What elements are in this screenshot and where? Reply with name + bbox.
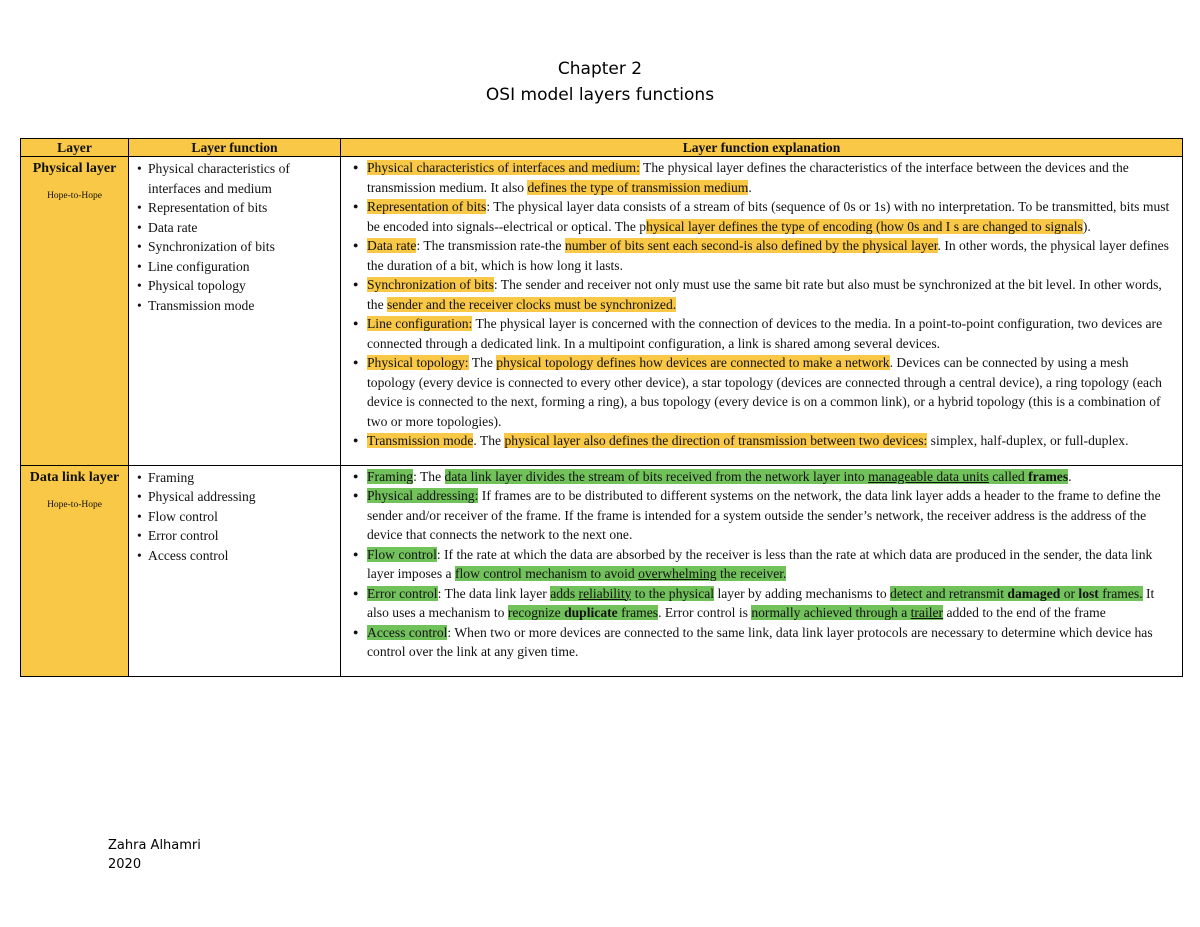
text-segment: . In other words, the physical layer defines the duration of a bit, which is how long it lasts. xyxy=(367,238,1169,273)
yellow-highlight: number of bits sent each second-is also defined by the physical layer xyxy=(564,238,938,253)
page-title: Chapter 2 xyxy=(557,59,643,79)
function-item: • Transmission mode xyxy=(137,296,340,316)
text-segment: . Devices can be connected by using a mesh topology (every device is connected to every other device), a star topology (devices are connected through a central device), a ring topology (each device is connected to the next, forming a ring), a bus topology (every device is on a common link), or a hybrid topology (this is a combination of two or more topologies). xyxy=(367,355,1162,429)
green-highlight: frames. xyxy=(1098,585,1143,601)
explanation-item xyxy=(353,545,1176,584)
table-header-row xyxy=(21,139,1183,157)
explanation-item xyxy=(353,158,1176,197)
green-highlight: called xyxy=(988,468,1029,484)
text-segment: : The data link layer xyxy=(437,585,551,601)
text-segment: The physical layer is concerned with the connection of devices to the media. In a point-to-point configuration, two devices are connected through a dedicated link. In a multipoint configuration, a link is shared among several devices. xyxy=(367,316,1163,351)
function-item: • Representation of bits xyxy=(137,198,340,218)
text-segment: ). xyxy=(1082,218,1091,234)
explanations-cell xyxy=(341,465,1183,676)
green-highlight: lost xyxy=(1078,585,1099,601)
text-segment: : The sender and receiver not only must use the same bit rate but also must be synchronized at the bit level. In other words, the xyxy=(367,277,1162,312)
green-highlight: or xyxy=(1060,585,1079,601)
text-segment: : The physical layer data consists of a stream of bits (sequence of 0s or 1s) with no interpretation. To be transmitted, bits must be encoded into signals--electrical or optical. The p xyxy=(367,199,1170,234)
explanation-item xyxy=(353,486,1176,545)
yellow-highlight: sender and the receiver clocks must be synchronized. xyxy=(387,296,677,312)
explanations-list xyxy=(341,157,1182,465)
green-highlight: frames xyxy=(1028,468,1069,484)
function-item: • Physical characteristics of interfaces and medium xyxy=(137,159,340,198)
green-highlight: trailer xyxy=(910,605,944,620)
green-highlight: Error control xyxy=(367,585,438,601)
text-segment: : If the rate at which the data are absorbed by the receiver is less than the rate at which data are produced in the sender, the data link layer imposes a xyxy=(367,546,1153,581)
green-highlight: normally achieved through a xyxy=(751,605,911,620)
yellow-highlight: hysical layer defines the type of encoding (how 0s and I s are changed to signals xyxy=(646,218,1083,234)
explanation-item xyxy=(353,314,1176,353)
yellow-highlight: Physical topology: xyxy=(367,355,469,370)
function-item: • Synchronization of bits xyxy=(137,237,340,257)
green-highlight: Flow control xyxy=(367,546,437,562)
text-segment: The physical layer defines the characteristics of the interface between the devices and the transmission medium. It also xyxy=(367,160,1129,195)
layer-subtitle: Hope-to-Hope xyxy=(47,191,102,201)
layer-subtitle: Hope-to-Hope xyxy=(47,499,102,510)
text-segment: : The xyxy=(413,468,445,484)
yellow-highlight: Transmission mode xyxy=(367,433,474,448)
explanation-item xyxy=(353,353,1176,431)
green-highlight: damaged xyxy=(1007,585,1061,601)
functions-list xyxy=(129,466,340,566)
yellow-highlight: Representation of bits xyxy=(367,199,487,214)
green-highlight: adds xyxy=(550,585,579,601)
function-item: • Data rate xyxy=(137,218,340,238)
text-segment: layer by adding mechanisms to xyxy=(714,585,891,601)
green-highlight: the receiver. xyxy=(716,566,787,581)
text-segment: added to the end of the frame xyxy=(943,605,1106,620)
function-item: • Physical topology xyxy=(137,276,340,296)
function-item: • Framing xyxy=(137,468,340,488)
yellow-highlight: physical topology defines how devices are connected to make a network xyxy=(496,355,890,370)
green-highlight: data link layer divides the stream of bits received from the network layer into xyxy=(444,468,869,484)
green-highlight: Access control xyxy=(367,624,448,640)
green-highlight: flow control mechanism to avoid xyxy=(454,566,639,581)
layer-name: Data link layer xyxy=(29,469,120,485)
column-header-layer: Layer xyxy=(21,139,129,157)
functions-cell xyxy=(129,157,341,466)
functions-list xyxy=(129,157,340,315)
text-segment: . xyxy=(748,179,752,195)
explanations-list xyxy=(341,466,1182,676)
text-segment: . The xyxy=(473,433,505,448)
green-highlight: to the physical xyxy=(631,585,715,601)
green-highlight: frames xyxy=(617,605,659,620)
explanation-item xyxy=(353,467,1176,487)
explanation-item xyxy=(353,275,1176,314)
yellow-highlight: Line configuration: xyxy=(367,316,473,331)
layer-name: Physical layer xyxy=(32,161,117,176)
text-segment: : The transmission rate-the xyxy=(416,238,565,253)
table-row-data-link xyxy=(21,465,1183,676)
green-highlight: reliability xyxy=(578,585,632,601)
table-row-physical xyxy=(21,157,1183,466)
page-subtitle: OSI model layers functions xyxy=(485,85,715,105)
author-name: Zahra Alhamri xyxy=(108,838,201,853)
green-highlight: recognize xyxy=(507,605,565,620)
year: 2020 xyxy=(108,857,142,872)
text-segment: simplex, half-duplex, or full-duplex. xyxy=(927,433,1129,448)
green-highlight: overwhelming xyxy=(638,566,717,581)
green-highlight: detect and retransmit xyxy=(890,585,1008,601)
footer xyxy=(108,836,201,874)
text-segment: If frames are to be distributed to different systems on the network, the data link layer adds a header to the frame to define the sender and/or receiver of the frame. If the frame is intended for a system outside the sender’s network, the receiver address is the address of the device that connects the network to the next one. xyxy=(367,488,1161,542)
title-block xyxy=(0,56,1200,108)
functions-cell xyxy=(129,465,341,676)
green-highlight: manageable data units xyxy=(868,468,989,484)
text-segment: : When two or more devices are connected to the same link, data link layer protocols are necessary to determine which device has control over the link at any given time. xyxy=(367,624,1153,659)
explanation-item xyxy=(353,197,1176,236)
yellow-highlight: physical layer also defines the direction of transmission between two devices: xyxy=(504,433,928,448)
explanation-item xyxy=(353,431,1176,451)
layer-cell xyxy=(21,465,129,676)
explanation-item xyxy=(353,584,1176,623)
text-segment: . xyxy=(1068,468,1072,484)
yellow-highlight: defines the type of transmission medium xyxy=(527,179,749,195)
explanation-item xyxy=(353,623,1176,662)
column-header-explanation: Layer function explanation xyxy=(341,139,1183,157)
green-highlight: Framing xyxy=(367,468,414,484)
text-segment: The xyxy=(468,355,497,370)
function-item: • Physical addressing xyxy=(137,487,340,507)
function-item: • Error control xyxy=(137,526,340,546)
text-segment: . Error control is xyxy=(658,605,752,620)
function-item: • Line configuration xyxy=(137,257,340,277)
layer-cell xyxy=(21,157,129,466)
yellow-highlight: Physical characteristics of interfaces and medium: xyxy=(367,160,640,175)
column-header-layer-function: Layer function xyxy=(129,139,341,157)
yellow-highlight: Data rate xyxy=(367,238,417,253)
green-highlight: duplicate xyxy=(564,605,618,620)
osi-layers-table xyxy=(20,138,1183,677)
function-item: • Flow control xyxy=(137,507,340,527)
explanations-cell xyxy=(341,157,1183,466)
green-highlight: Physical addressing: xyxy=(367,488,479,503)
function-item: • Access control xyxy=(137,546,340,566)
text-segment: It also uses a mechanism to xyxy=(367,585,1155,620)
explanation-item xyxy=(353,236,1176,275)
yellow-highlight: Synchronization of bits xyxy=(367,277,494,292)
